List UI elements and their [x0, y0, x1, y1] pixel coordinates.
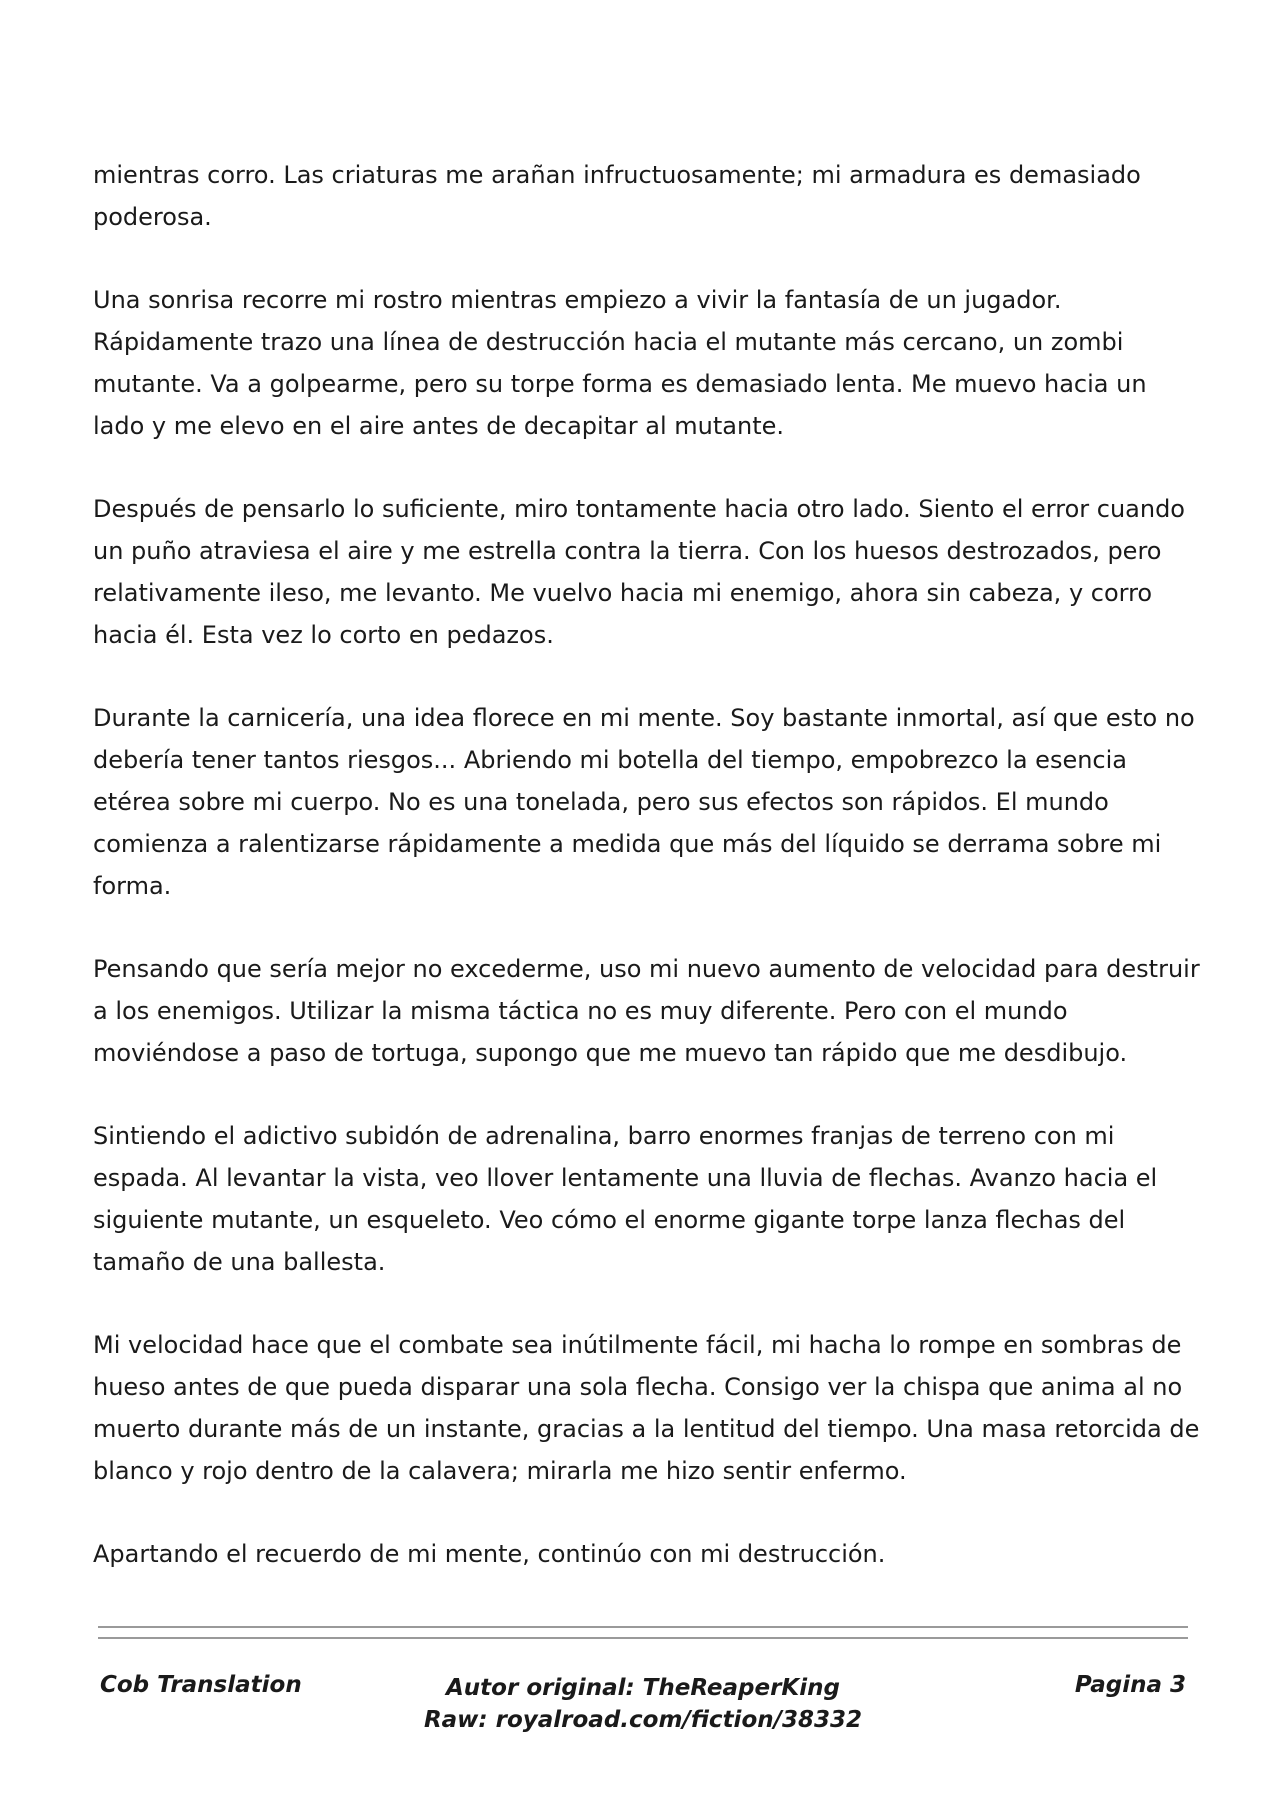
- paragraph: Durante la carnicería, una idea florece en mi mente. Soy bastante inmortal, así que esto no debería tener tantos riesgos... Abriendo mi botella del tiempo, empobrezco la esencia etérea sobre mi cuerpo. No es una tonelada, pero sus efectos son rápidos. El mundo comienza a ralentizarse rápidamente a medida que más del líquido se derrama sobre mi forma.: [93, 704, 1195, 900]
- paragraph: Sintiendo el adictivo subidón de adrenalina, barro enormes franjas de terreno con mi espada. Al levantar la vista, veo llover lentamente una lluvia de flechas. Avanzo hacia el siguiente mutante, un esqueleto. Veo cómo el enorme gigante torpe lanza flechas del tamaño de una ballesta.: [93, 1122, 1158, 1276]
- divider-line: [98, 1626, 1188, 1628]
- divider-line: [98, 1637, 1188, 1639]
- paragraph: Apartando el recuerdo de mi mente, continúo con mi destrucción.: [93, 1540, 886, 1568]
- footer-translator: Cob Translation: [100, 1672, 302, 1698]
- paragraph: Mi velocidad hace que el combate sea inútilmente fácil, mi hacha lo rompe en sombras de hueso antes de que pueda disparar una sola flecha. Consigo ver la chispa que anima al no muerto durante más de un instante, gracias a la lentitud del tiempo. Una masa retorcida de blanco y rojo dentro de la calavera; mirarla me hizo sentir enfermo.: [93, 1331, 1200, 1485]
- paragraph: mientras corro. Las criaturas me arañan infructuosamente; mi armadura es demasiado poderosa.: [93, 161, 1141, 231]
- footer-source: Raw: royalroad.com/fiction/38332: [423, 1707, 863, 1733]
- paragraph: Pensando que sería mejor no excederme, uso mi nuevo aumento de velocidad para destruir a los enemigos. Utilizar la misma táctica no es muy diferente. Pero con el mundo moviéndose a paso de tortuga, supongo que me muevo tan rápido que me desdibujo.: [93, 955, 1200, 1067]
- footer-divider: [98, 1626, 1188, 1648]
- paragraph: Una sonrisa recorre mi rostro mientras empiezo a vivir la fantasía de un jugador. Rápidamente trazo una línea de destrucción hacia el mutante más cercano, un zombi mutante. Va a golpearme, pero su torpe forma es demasiado lenta. Me muevo hacia un lado y me elevo en el aire antes de decapitar al mutante.: [93, 286, 1147, 440]
- body-text: [93, 154, 1203, 1616]
- page-number: Pagina 3: [1074, 1672, 1186, 1698]
- footer-author: Autor original: TheReaperKing: [446, 1675, 840, 1701]
- footer-credits: [98, 1672, 1188, 1736]
- paragraph: Después de pensarlo lo suficiente, miro tontamente hacia otro lado. Siento el error cuando un puño atraviesa el aire y me estrella contra la tierra. Con los huesos destrozados, pero relativamente ileso, me levanto. Me vuelvo hacia mi enemigo, ahora sin cabeza, y corro hacia él. Esta vez lo corto en pedazos.: [93, 495, 1185, 649]
